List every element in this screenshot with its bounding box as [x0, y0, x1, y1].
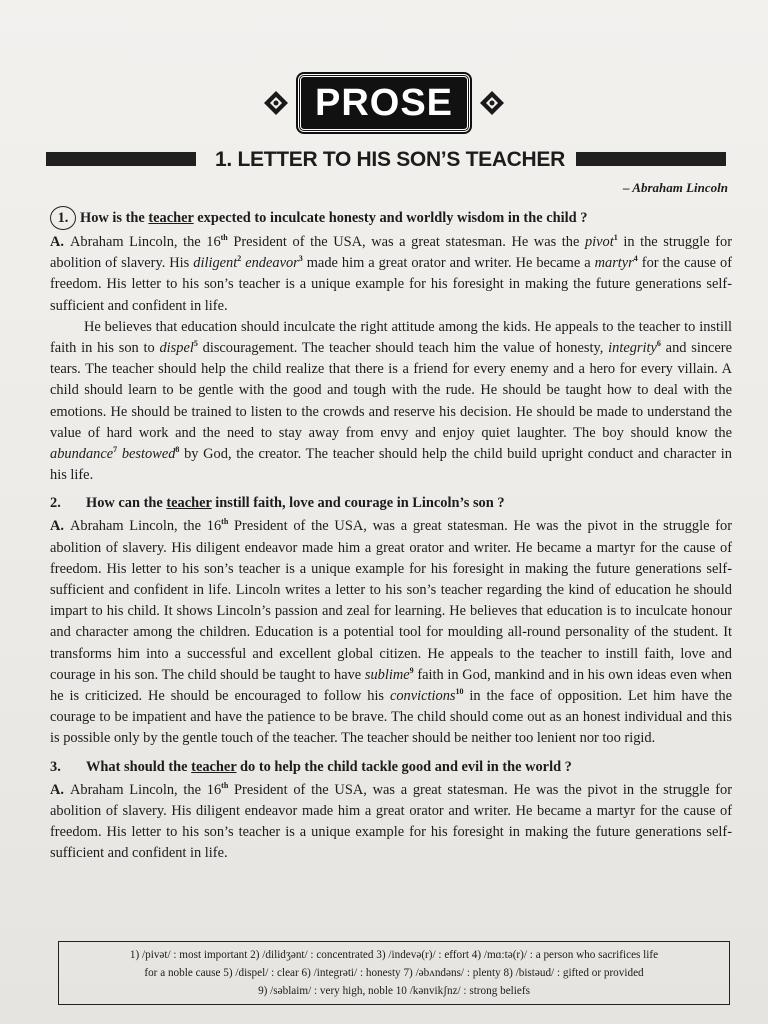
footnote-number: 1 [613, 233, 618, 243]
glossary-word: martyr [594, 255, 634, 272]
lesson-title-row [46, 146, 726, 176]
question-text-underlined: teacher [166, 495, 212, 512]
text: by God, the creator. The teacher should help the child build upright conduct and character in his life. [50, 446, 732, 484]
question-text-pre: How can the [86, 495, 167, 512]
glossary-line-1: 1) /pivət/ : most important 2) /dilidʒənt/ : concentrated 3) /indevə(r)/ : effort 4) /mɑ:tə(r)/ : a person who sacrifices life [129, 949, 659, 961]
section-header [0, 74, 768, 134]
glossary-word: sublime [364, 666, 410, 683]
footnote-number: 4 [633, 254, 638, 264]
glossary-word: integrity [608, 340, 657, 357]
question-number: 3. [50, 758, 61, 775]
question-text-pre: What should the [86, 758, 192, 775]
answer-label: A. [50, 234, 64, 250]
footnote-number: 10 [455, 687, 464, 697]
question-text-post: do to help the child tackle good and evil in the world ? [236, 758, 572, 775]
text: made him a great orator and writer. He became a [302, 255, 595, 272]
title-bar-right [576, 152, 726, 166]
footnote-number: 6 [656, 339, 661, 349]
glossary-word: abundance [50, 446, 114, 463]
glossary-line-3: 9) /səblaim/ : very high, noble 10 /kənvikʃnz/ : strong beliefs [258, 985, 530, 997]
text: faith in God, mankind and in his own ideas even when he is criticized. He should be encouraged to follow his [50, 666, 732, 705]
left-ornament-icon [262, 89, 290, 117]
content [50, 200, 732, 864]
question-number: 2. [50, 495, 61, 512]
answer-label: A. [50, 781, 64, 798]
ordinal-suffix: th [221, 780, 229, 790]
text: for the cause of freedom. His letter to his son’s teacher is a unique example for his foresight in making the future generations self-sufficient and confident in life. [50, 255, 733, 314]
answer-1-paragraph-1 [50, 232, 732, 317]
ordinal-suffix: th [221, 517, 229, 527]
question-number: 1. [50, 206, 76, 230]
glossary-word: diligent [193, 255, 238, 272]
right-ornament-icon [478, 89, 506, 117]
text: in the struggle for abolition of slavery. His [50, 234, 733, 272]
answer-3-paragraph [50, 780, 732, 865]
author-name: – Abraham Lincoln [623, 180, 728, 195]
glossary-line-2: for a noble cause 5) /dispel/ : clear 6) /integrəti/ : honesty 7) /əbʌndəns/ : plenty 8) /bistəud/ : gifted or provided [144, 967, 644, 979]
title-bar-left [46, 152, 196, 166]
answer-2-paragraph [50, 516, 732, 749]
text: and sincere tears. The teacher should help the child realize that there is a friend for every enemy and a hero for every villain. A child should learn to be gentle with the good and tough with the rude. He should be taught how to deal with the emotions. He should be trained to listen to the crowds and reserve his decision. He should be made to understand the value of hard work and the need to stay away from envy and enjoy quiet laughter. The boy should know the [50, 340, 732, 441]
text: Abraham Lincoln, the 16 [70, 781, 222, 798]
text: He believes that education should inculcate the right attitude among the kids. He appeals to the teacher to instill faith in his son to [50, 318, 732, 357]
text: Abraham Lincoln, the 16 [70, 234, 221, 250]
footnote-number: 8 [175, 445, 180, 455]
lesson-title: 1. LETTER TO HIS SON’S TEACHER [215, 148, 565, 171]
section-badge: PROSE [298, 74, 470, 132]
question-2 [50, 492, 732, 514]
glossary-box [58, 941, 730, 1005]
question-text-underlined: teacher [191, 758, 237, 775]
answer-1-paragraph-2 [50, 317, 732, 487]
question-text-post: expected to inculcate honesty and worldly wisdom in the child ? [193, 210, 588, 226]
footnote-number: 3 [298, 254, 303, 264]
question-text-underlined: teacher [148, 210, 194, 226]
glossary-word: pivot [584, 234, 614, 250]
text: discouragement. The teacher should teach him the value of honesty, [197, 340, 609, 357]
question-1 [50, 206, 732, 230]
text: President of the USA, was a great statesman. He was the pivot in the struggle for abolition of slavery. His diligent endeavor made him a great orator and writer. He became a martyr for the cause of freedom. His letter to his son’s teacher is a unique example for his foresight in making the future generations self-sufficient and confident in life. Lincoln writes a letter to his son’s teacher regarding the kind of education he should impart to his child. It shows Lincoln’s passion and zeal for learning. He believes that education is to inculcate honour and character among the children. Education is a potential tool for moulding all-round personality of the student. It transforms him into a successful and excellent global citizen. He appeals to the teacher to instill faith, love and courage in his son. The child should be taught to have [50, 518, 733, 683]
question-text-pre: How is the [80, 210, 149, 226]
footnote-number: 5 [193, 339, 198, 349]
glossary-word: convictions [389, 688, 456, 705]
glossary-word: bestowed [121, 446, 176, 463]
text: President of the USA, was a great statesman. He was the [227, 234, 585, 250]
text: Abraham Lincoln, the 16 [70, 518, 222, 535]
question-text-post: instill faith, love and courage in Lincoln’s son ? [211, 495, 505, 512]
glossary-word: endeavor [245, 255, 299, 272]
text: President of the USA, was a great statesman. He was the pivot in the struggle for abolition of slavery. His diligent endeavor made him a great orator and writer. He became a martyr for the cause of freedom. His letter to his son’s teacher is a unique example for his foresight in making the future generations self-sufficient and confident in life. [50, 781, 733, 862]
question-3 [50, 756, 732, 778]
footnote-number: 2 [237, 254, 242, 264]
text: in the face of opposition. Let him have the courage to be impatient and have the patience to be brave. The child should come out as an honest individual and this is possible only by the gentle touch of the teacher. The teacher should be neither too lenient nor too rigid. [50, 688, 732, 747]
ordinal-suffix: th [220, 233, 228, 243]
glossary-word: dispel [159, 340, 194, 357]
footnote-number: 7 [113, 445, 118, 455]
footnote-number: 9 [409, 666, 414, 676]
answer-label: A. [50, 518, 64, 535]
